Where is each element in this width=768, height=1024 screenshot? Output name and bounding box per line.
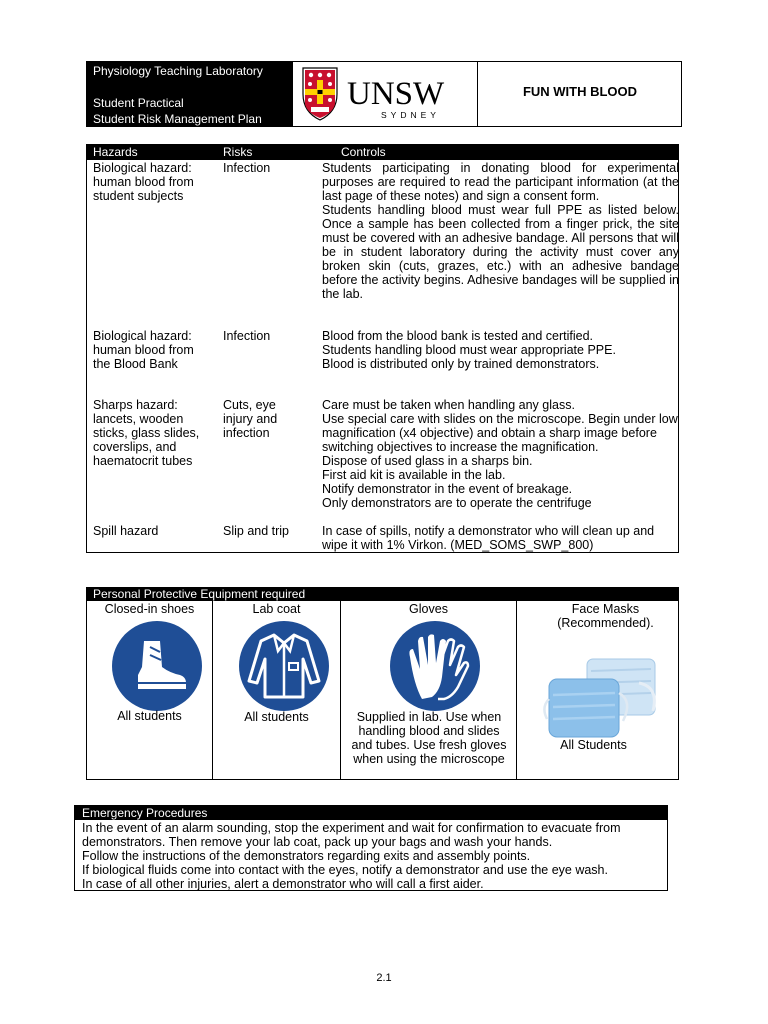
unsw-logo (297, 64, 475, 124)
column-header-risks: Risks (223, 145, 253, 159)
logo-wordmark: UNSW (347, 76, 445, 112)
risk-cell: Infection (223, 329, 271, 343)
ppe-label: Lab coat (252, 602, 301, 616)
ppe-note: Supplied in lab. Use when handling blood and slides and tubes. Use fresh gloves when using the microscope (351, 710, 507, 766)
ppe-note: All students (117, 709, 182, 723)
emergency-header: Emergency Procedures (75, 806, 667, 820)
header-line-practical: Student Practical (93, 96, 184, 110)
control-line: Blood from the blood bank is tested and certified. (322, 329, 593, 343)
ppe-note: All students (244, 710, 309, 724)
column-header-controls: Controls (341, 145, 386, 159)
face-mask-icon (543, 649, 661, 745)
control-line: Students handling blood must wear appropriate PPE. (322, 343, 616, 357)
gloves-icon (388, 619, 482, 713)
header-info-block (87, 62, 293, 126)
hazard-cell: Biological hazard: human blood from the Blood Bank (93, 329, 194, 371)
control-line: In case of spills, notify a demonstrator who will clean up and wipe it with 1% Virkon. (MED_SOMS_SWP_800) (322, 524, 655, 552)
hazards-table-header (87, 145, 678, 160)
boot-icon (110, 619, 204, 713)
ppe-label: Gloves (409, 602, 448, 616)
controls-cell (322, 524, 679, 552)
ppe-item-lab-coat (212, 601, 340, 779)
ppe-table-header: Personal Protective Equipment required (87, 588, 678, 601)
controls-cell (322, 329, 679, 371)
ppe-item-shoes (87, 601, 212, 779)
ppe-label: Face Masks (Recommended). (557, 602, 654, 630)
ppe-label: Closed-in shoes (104, 602, 195, 616)
header-line-plan: Student Risk Management Plan (93, 112, 262, 126)
logo-subtext: SYDNEY (381, 110, 440, 120)
control-line: Students handling blood must wear full PPE as listed below. Once a sample has been collected from a finger prick, the site must be covered with an adhesive bandage. All persons that will be in student laboratory during the activity must cover any broken skin (cuts, grazes, etc.) with an adhesive bandage before the activity begins. Adhesive bandages will be supplied in the lab. (322, 203, 679, 301)
hazard-cell: Biological hazard: human blood from student subjects (93, 161, 194, 203)
controls-cell (322, 398, 679, 510)
emergency-procedures (74, 805, 668, 891)
emergency-line: If biological fluids come into contact with the eyes, notify a demonstrator and use the eye wash. (82, 863, 608, 877)
document-header (86, 61, 682, 127)
risk-cell: Cuts, eye injury and infection (223, 398, 278, 440)
crest-icon (303, 68, 337, 120)
control-line: Notify demonstrator in the event of breakage. (322, 482, 573, 496)
control-line: Students participating in donating blood for experimental purposes are required to read the participant information (at the last page of these notes) and sign a consent form. (322, 161, 679, 203)
control-line: First aid kit is available in the lab. (322, 468, 506, 482)
control-line: Blood is distributed only by trained demonstrators. (322, 357, 600, 371)
control-line: Care must be taken when handling any glass. (322, 398, 575, 412)
emergency-body (75, 820, 667, 891)
header-line-lab: Physiology Teaching Laboratory (93, 64, 263, 78)
control-line: Only demonstrators are to operate the centrifuge (322, 496, 592, 510)
document-title: FUN WITH BLOOD (477, 62, 682, 126)
control-line: Use special care with slides on the microscope. Begin under low magnification (x4 objective) and obtain a sharp image before switching objectives to increase the magnification. (322, 412, 678, 454)
hazards-table (86, 144, 679, 553)
emergency-line: Follow the instructions of the demonstrators regarding exits and assembly points. (82, 849, 531, 863)
emergency-line: In the event of an alarm sounding, stop the experiment and wait for confirmation to evacuate from demonstrators. Then remove your lab coat, pack up your bags and wash your hands. (82, 821, 621, 849)
ppe-table (86, 587, 679, 780)
page-number: 2.1 (376, 972, 392, 984)
ppe-item-face-mask (516, 601, 678, 779)
emergency-line: In case of all other injuries, alert a demonstrator who will call a first aider. (82, 877, 484, 891)
controls-cell (322, 161, 679, 301)
risk-cell: Infection (223, 161, 271, 175)
ppe-note: All Students (560, 738, 627, 752)
lab-coat-icon (237, 619, 331, 713)
column-header-hazards: Hazards (93, 145, 138, 159)
hazard-cell: Spill hazard (93, 524, 159, 538)
hazard-cell: Sharps hazard: lancets, wooden sticks, glass slides, coverslips, and haematocrit tubes (93, 398, 200, 468)
ppe-item-gloves (340, 601, 516, 779)
risk-cell: Slip and trip (223, 524, 290, 538)
control-line: Dispose of used glass in a sharps bin. (322, 454, 533, 468)
